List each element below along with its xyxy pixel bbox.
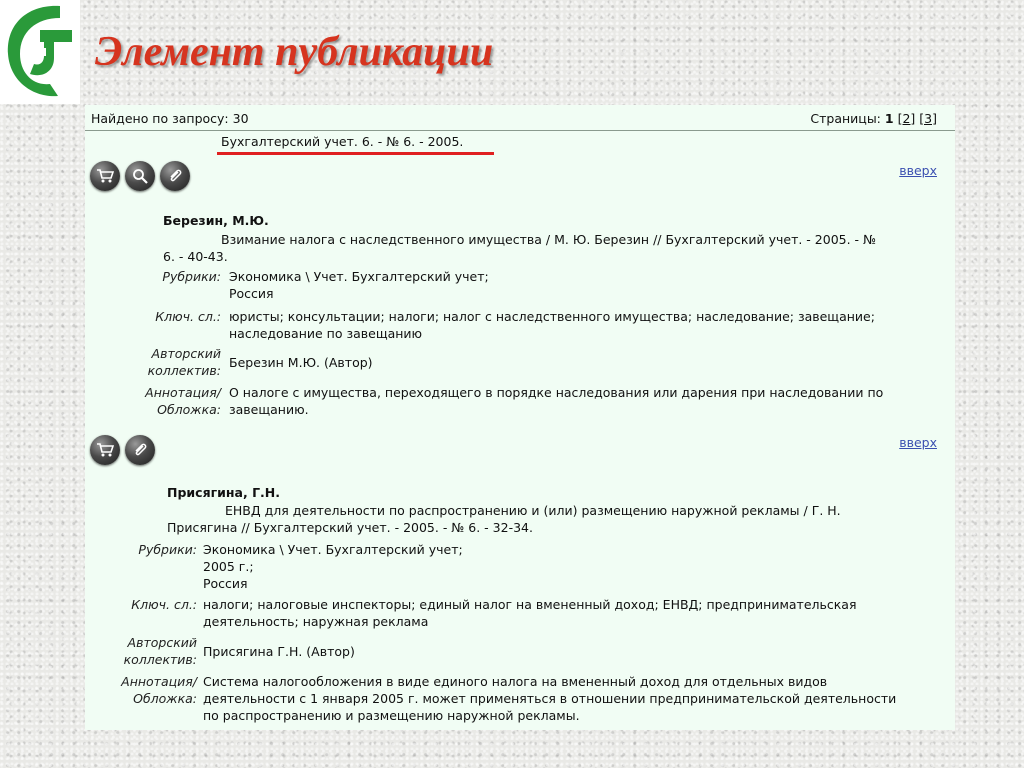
record-description-line-1: Взимание налога с наследственного имущества / М. Ю. Березин // Бухгалтерский учет. - 2005. - №	[221, 232, 877, 247]
cart-icon[interactable]	[90, 161, 120, 191]
keywords-label: Ключ. сл.:	[131, 597, 197, 612]
pages-label: Страницы:	[810, 111, 881, 126]
current-page: 1	[884, 111, 894, 126]
slide-title: Элемент публикации	[95, 29, 494, 75]
source-underline	[217, 152, 494, 155]
keywords-label: Ключ. сл.:	[155, 309, 221, 324]
keywords-line: наследование по завещанию	[229, 326, 423, 341]
results-count: Найдено по запросу: 30	[91, 111, 249, 126]
authors-label-line: коллектив:	[123, 652, 197, 667]
record-2-actions	[90, 435, 155, 465]
annotation-label-line: Аннотация/	[145, 385, 221, 400]
keywords-line: юристы; консультации; налоги; налог с наследственного имущества; наследование; завещание;	[229, 309, 875, 324]
annotation-label	[125, 384, 221, 418]
annotation-line: завещанию.	[229, 402, 309, 417]
authors-label-line: Авторский	[151, 346, 221, 361]
annotation-line: по распространению и размещению наружной рекламы.	[203, 708, 580, 723]
keywords-line: деятельность; наружная реклама	[203, 614, 429, 629]
keywords-value	[229, 308, 875, 342]
paperclip-icon[interactable]	[125, 435, 155, 465]
record-1-actions	[90, 161, 190, 191]
record-description-line-2: 6. - 40-43.	[163, 249, 228, 264]
page-link-3[interactable]: [3]	[919, 111, 937, 126]
page-link-2[interactable]: [2]	[897, 111, 916, 126]
annotation-line: Система налогообложения в виде единого налога на вмененный доход для отдельных видов	[203, 674, 828, 689]
record-author: Березин, М.Ю.	[163, 213, 269, 228]
rubric-item: Экономика \ Учет. Бухгалтерский учет;	[203, 542, 463, 557]
rubrics-value	[203, 541, 463, 592]
annotation-label	[99, 673, 197, 707]
annotation-line: О налоге с имущества, переходящего в порядке наследования или дарения при наследовании по	[229, 385, 884, 400]
rubrics-label: Рубрики:	[138, 542, 197, 557]
up-link[interactable]: вверх	[899, 163, 937, 178]
annotation-label-line: Обложка:	[157, 402, 221, 417]
record-description-line-1: ЕНВД для деятельности по распространению и (или) размещению наружной рекламы / Г. Н.	[225, 503, 841, 518]
annotation-line: деятельности с 1 января 2005 г. может применяться в отношении предпринимательской деятельности	[203, 691, 897, 706]
authors-value: Березин М.Ю. (Автор)	[229, 355, 373, 370]
record-author: Присягина, Г.Н.	[167, 485, 280, 500]
keywords-line: налоги; налоговые инспекторы; единый налог на вмененный доход; ЕНВД; предпринимательская	[203, 597, 857, 612]
authors-label-line: коллектив:	[147, 363, 221, 378]
rubrics-label: Рубрики:	[162, 269, 221, 284]
search-icon[interactable]	[125, 161, 155, 191]
authors-label	[99, 634, 197, 668]
rubric-item: Экономика \ Учет. Бухгалтерский учет;	[229, 269, 489, 284]
record-description-line-2: Присягина // Бухгалтерский учет. - 2005. - № 6. - 32-34.	[167, 520, 533, 535]
rubric-item: Россия	[203, 576, 248, 591]
rubrics-value	[229, 268, 489, 302]
annotation-value	[229, 384, 933, 418]
rubric-item: Россия	[229, 286, 274, 301]
logo	[0, 0, 80, 104]
annotation-label-line: Аннотация/	[121, 674, 197, 689]
source-title: Бухгалтерский учет. 6. - № 6. - 2005.	[221, 134, 464, 149]
cart-icon[interactable]	[90, 435, 120, 465]
paperclip-icon[interactable]	[160, 161, 190, 191]
authors-value: Присягина Г.Н. (Автор)	[203, 644, 355, 659]
authors-label-line: Авторский	[127, 635, 197, 650]
pagination	[810, 111, 937, 126]
search-results-panel	[85, 105, 955, 730]
up-link[interactable]: вверх	[899, 435, 937, 450]
authors-label	[125, 345, 221, 379]
divider	[85, 130, 955, 131]
rubric-item: 2005 г.;	[203, 559, 254, 574]
annotation-label-line: Обложка:	[133, 691, 197, 706]
annotation-value	[203, 673, 937, 724]
keywords-value	[203, 596, 856, 630]
